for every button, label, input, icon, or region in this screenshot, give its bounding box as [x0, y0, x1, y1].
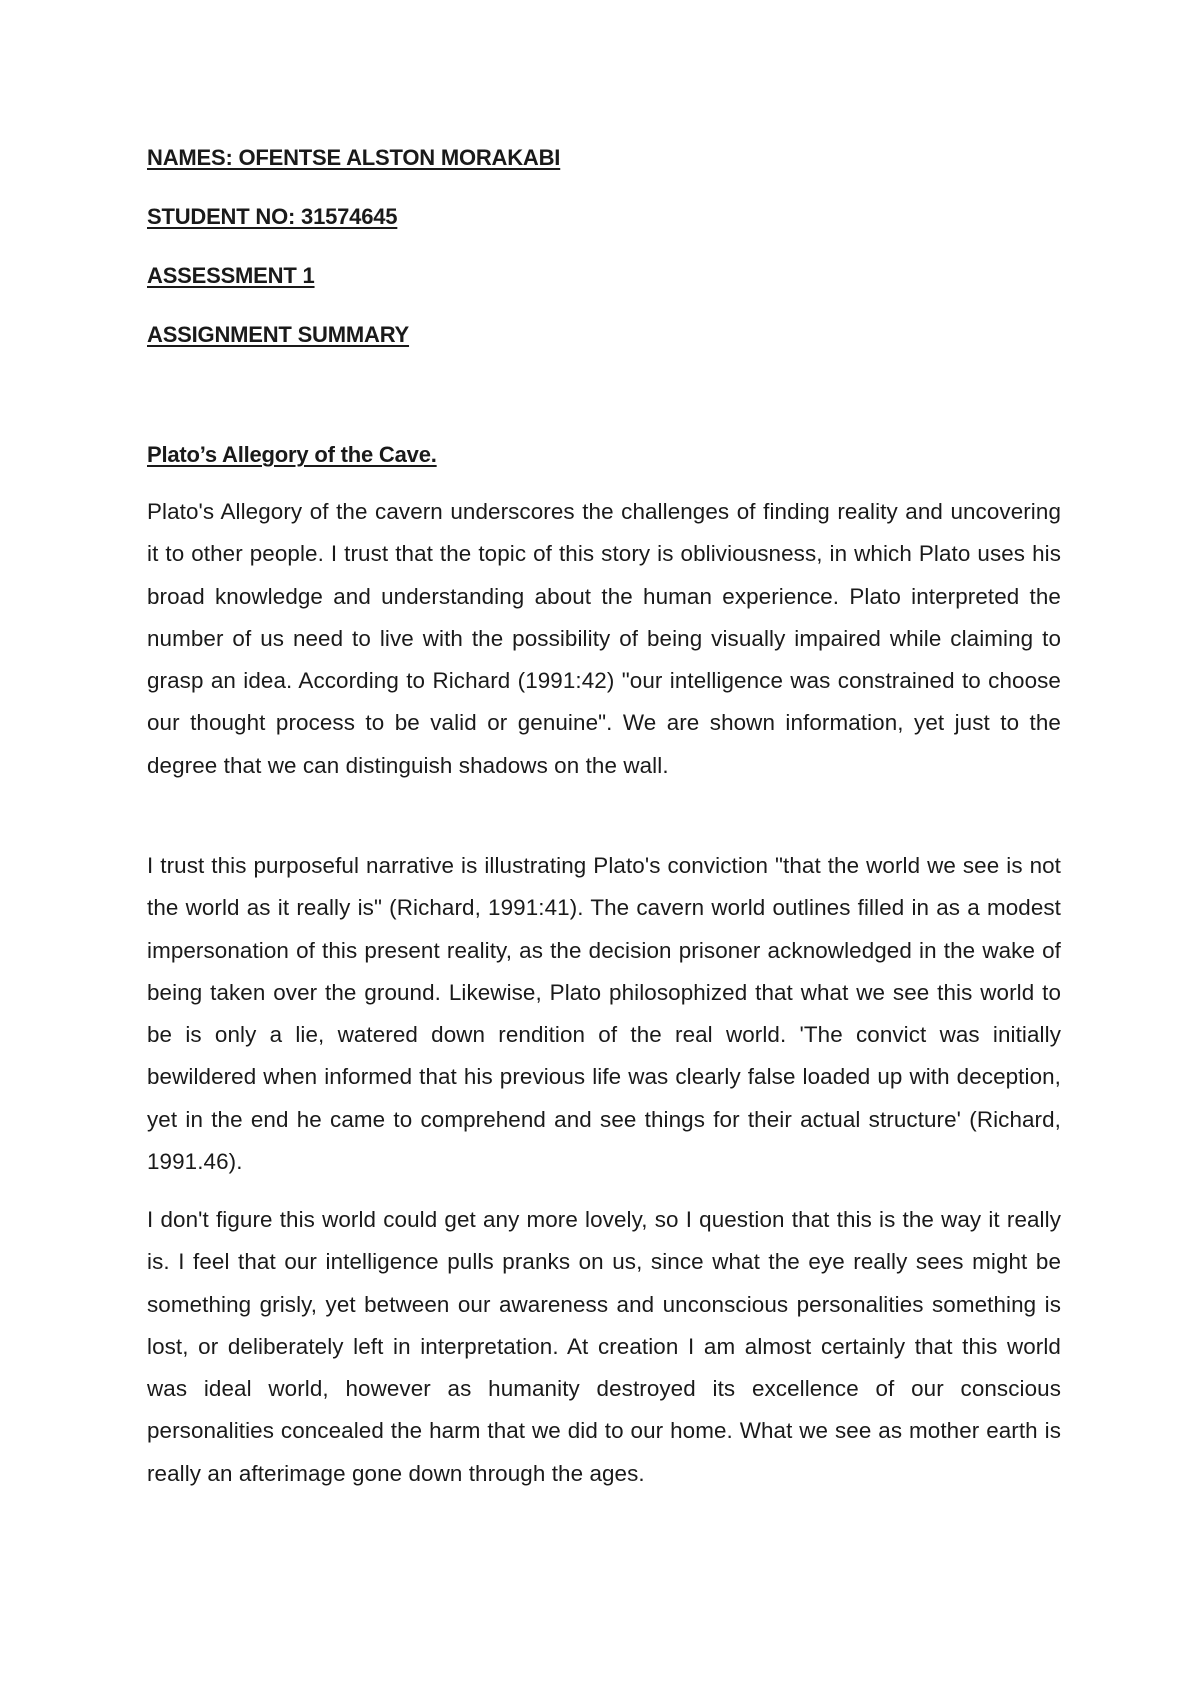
student-number-heading: STUDENT NO: 31574645: [147, 204, 398, 229]
section-title: Plato’s Allegory of the Cave.: [147, 442, 437, 467]
assignment-heading: ASSIGNMENT SUMMARY: [147, 322, 410, 347]
assessment-heading: ASSESSMENT 1: [147, 263, 315, 288]
body-paragraph-2: I trust this purposeful narrative is illustrating Plato's conviction "that the world we see is not the world as it really is" (Richard, 1991:41). The cavern world outlines filled in as a modest impersonation of this present reality, as the decision prisoner acknowledged in the wake of being taken over the ground. Likewise, Plato philosophized that what we see this world to be is only a lie, watered down rendition of the real world. 'The convict was initially bewildered when informed that his previous life was clearly false loaded up with deception, yet in the end he came to comprehend and see things for their actual structure' (Richard, 1991.46).: [147, 853, 1061, 1175]
body-paragraph-3: I don't figure this world could get any more lovely, so I question that this is the way it really is. I feel that our intelligence pulls pranks on us, since what the eye really sees might be something grisly, yet between our awareness and unconscious personalities something is lost, or deliberately left in interpretation. At creation I am almost certainly that this world was ideal world, however as humanity destroyed its excellence of our conscious personalities concealed the harm that we did to our home. What we see as mother earth is really an afterimage gone down through the ages.: [147, 1207, 1061, 1486]
names-heading: NAMES: OFENTSE ALSTON MORAKABI: [147, 145, 561, 170]
body-paragraph-1: Plato's Allegory of the cavern underscores the challenges of finding reality and uncovering it to other people. I trust that the topic of this story is obliviousness, in which Plato uses his broad knowledge and understanding about the human experience. Plato interpreted the number of us need to live with the possibility of being visually impaired while claiming to grasp an idea. According to Richard (1991:42) "our intelligence was constrained to choose our thought process to be valid or genuine". We are shown information, yet just to the degree that we can distinguish shadows on the wall.: [147, 499, 1061, 778]
